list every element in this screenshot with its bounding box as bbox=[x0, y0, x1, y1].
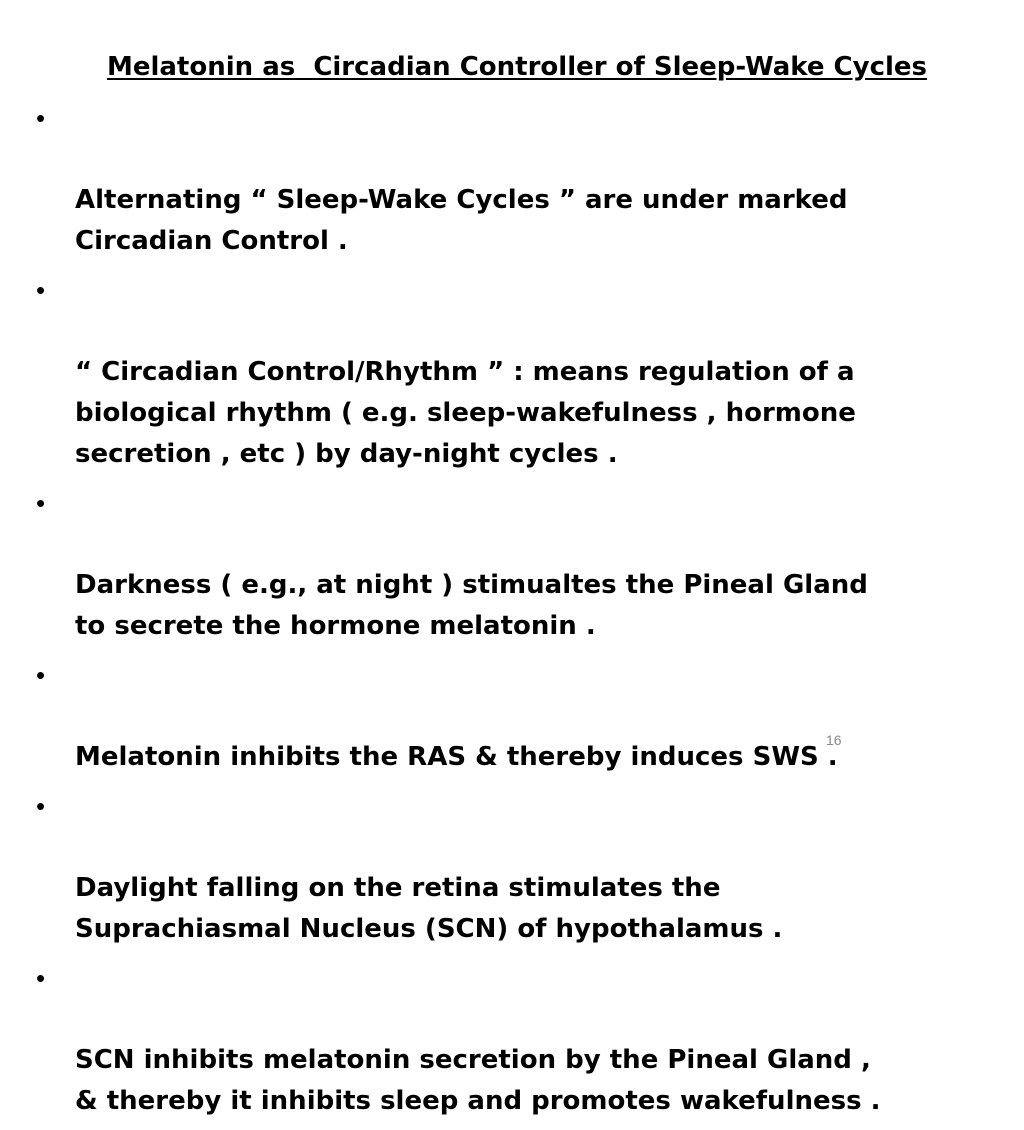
bullet-dot-icon: • bbox=[36, 963, 46, 993]
bullet-item bbox=[36, 98, 996, 262]
bullet-text: Melatonin inhibits the RAS & thereby induces SWS . bbox=[75, 742, 838, 772]
bullet-dot-icon: • bbox=[36, 488, 46, 518]
bullet-item bbox=[36, 270, 996, 475]
bullet-dot-icon: • bbox=[36, 103, 46, 133]
bullet-item bbox=[36, 958, 996, 1122]
slide-title: Melatonin as Circadian Controller of Sleep-Wake Cycles bbox=[106, 52, 928, 82]
bullet-item bbox=[36, 786, 996, 950]
page-number: 16 bbox=[826, 732, 842, 748]
bullet-item bbox=[36, 655, 996, 778]
bullet-list bbox=[36, 98, 996, 1130]
bullet-dot-icon: • bbox=[36, 791, 46, 821]
bullet-text: Daylight falling on the retina stimulates the Suprachiasmal Nucleus (SCN) of hypothalamus . bbox=[75, 873, 783, 944]
bullet-dot-icon: • bbox=[36, 275, 46, 305]
bullet-text: SCN inhibits melatonin secretion by the Pineal Gland , & thereby it inhibits sleep and promotes wakefulness . bbox=[75, 1045, 881, 1116]
bullet-text: Alternating “ Sleep-Wake Cycles ” are under marked Circadian Control . bbox=[75, 185, 848, 256]
bullet-dot-icon: • bbox=[36, 660, 46, 690]
bullet-text: Darkness ( e.g., at night ) stimualtes the Pineal Gland to secrete the hormone melatonin . bbox=[75, 570, 868, 641]
bullet-text: “ Circadian Control/Rhythm ” : means regulation of a biological rhythm ( e.g. sleep-wakefulness , hormone secretion , etc ) by day-night cycles . bbox=[75, 357, 856, 469]
bullet-item bbox=[36, 483, 996, 647]
